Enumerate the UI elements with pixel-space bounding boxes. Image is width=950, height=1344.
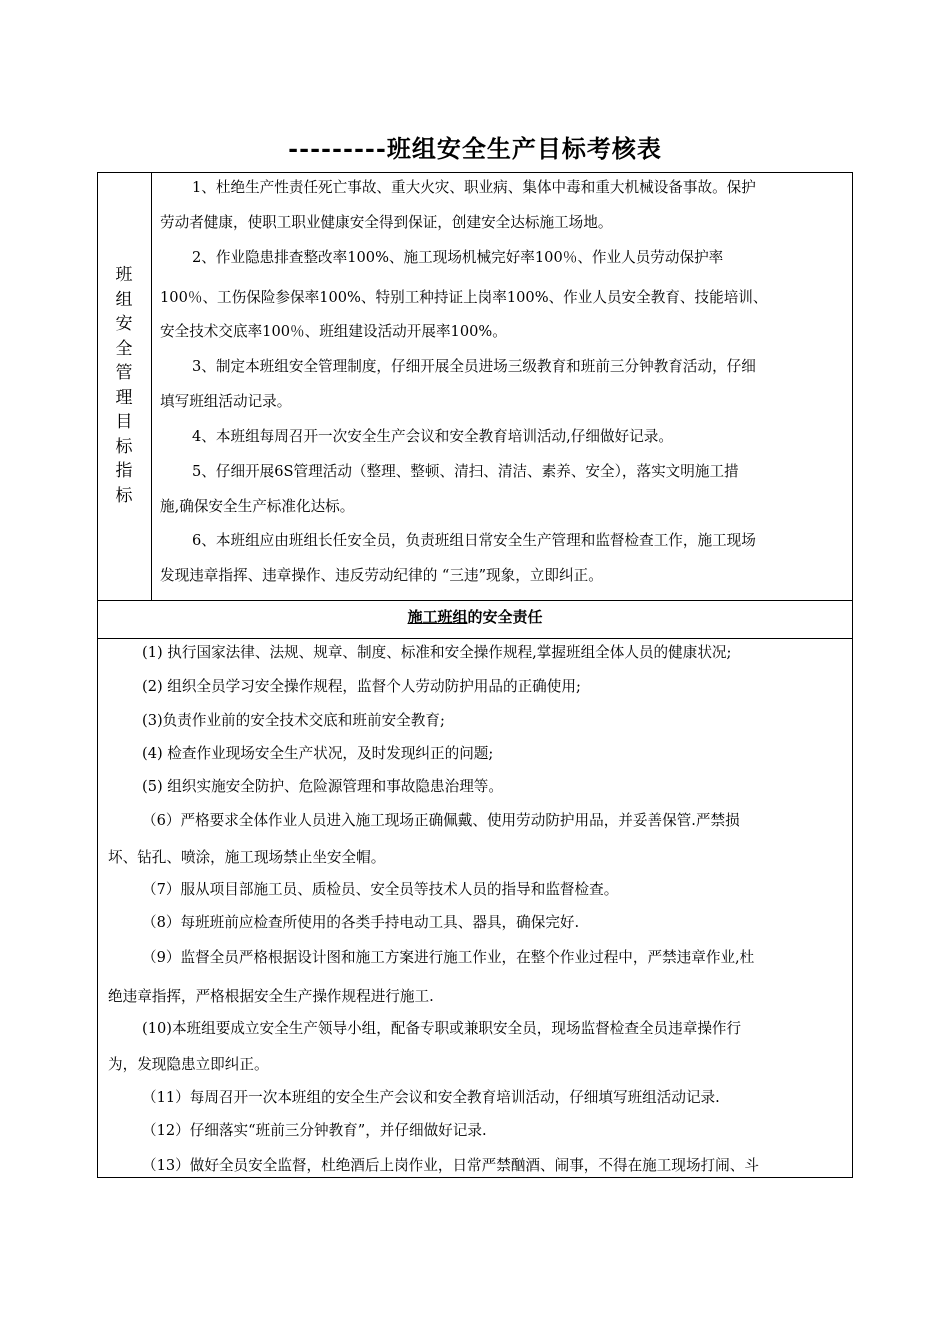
duty-line: (5) 组织实施安全防护、危险源管理和事故隐患治理等。: [142, 778, 503, 795]
goal-line: 6、本班组应由班组长任安全员，负责班组日常安全生产管理和监督检查工作，施工现场: [192, 532, 756, 549]
goal-line: 安全技术交底率100％、班组建设活动开展率100%。: [160, 323, 507, 340]
duty-line: （8）每班班前应检查所使用的各类手持电动工具、器具，确保完好.: [142, 914, 580, 931]
duty-line: (1) 执行国家法律、法规、规章、制度、标准和安全操作规程,掌握班组全体人员的健康状况;: [142, 644, 732, 661]
duty-line: (3)负责作业前的安全技术交底和班前安全教育;: [142, 712, 445, 729]
duty-line: 为，发现隐患立即纠正。: [108, 1056, 269, 1073]
goals-bottom-border: [97, 600, 853, 601]
duty-line: （7）服从项目部施工员、质检员、安全员等技术人员的指导和监督检查。: [142, 881, 619, 898]
goal-line: 100％、工伤保险参保率100%、特别工种持证上岗率100%、作业人员安全教育、技能培训、: [160, 289, 768, 306]
duty-line: （12）仔细落实“班前三分钟教育”，并仔细做好记录.: [142, 1122, 487, 1139]
duty-line: （11）每周召开一次本班组的安全生产会议和安全教育培训活动，仔细填写班组活动记录.: [142, 1089, 720, 1106]
duty-line: (4) 检查作业现场安全生产状况，及时发现纠正的问题;: [142, 745, 494, 762]
section-heading: [97, 607, 853, 627]
goal-line: 劳动者健康，使职工职业健康安全得到保证，创建安全达标施工场地。: [160, 214, 613, 231]
duty-line: 坏、钻孔、喷涂，施工现场禁止坐安全帽。: [108, 849, 386, 866]
duty-line: （6）严格要求全体作业人员进入施工现场正确佩戴、使用劳动防护用品，并妥善保管.严禁损: [142, 812, 740, 829]
duty-line: (10)本班组要成立安全生产领导小组，配备专职或兼职安全员，现场监督检查全员违章操作行: [142, 1020, 742, 1037]
duty-line: (2) 组织全员学习安全操作规程，监督个人劳动防护用品的正确使用;: [142, 678, 581, 695]
goal-line: 2、作业隐患排查整改率100%、施工现场机械完好率100％、作业人员劳动保护率: [192, 249, 724, 266]
duty-line: 绝违章指挥，严格根据安全生产操作规程进行施工.: [108, 988, 434, 1005]
duty-line: （9）监督全员严格根据设计图和施工方案进行施工作业，在整个作业过程中，严禁违章作业,杜: [142, 949, 755, 966]
goal-line: 5、仔细开展6S管理活动（整理、整顿、清扫、清洁、素养、安全），落实文明施工措: [192, 463, 739, 480]
section-heading-rest: 的安全责任: [467, 608, 543, 626]
side-label-char: 管: [115, 363, 133, 383]
goal-line: 施,确保安全生产标准化达标。: [160, 498, 355, 515]
side-label-char: 目: [115, 412, 133, 432]
goal-line: 发现违章指挥、违章操作、违反劳动纪律的 “三违”现象，立即纠正。: [160, 567, 603, 584]
table-top-border: [97, 172, 853, 173]
side-label-char: 标: [115, 436, 133, 457]
goal-line: 4、本班组每周召开一次安全生产会议和安全教育培训活动,仔细做好记录。: [192, 428, 673, 445]
side-label-char: 安: [115, 314, 133, 334]
page-title: ---------班组安全生产目标考核表: [288, 134, 662, 163]
label-column-divider: [151, 172, 152, 600]
side-label: [97, 263, 151, 508]
side-label-char: 标: [115, 485, 133, 506]
side-label-char: 组: [115, 289, 133, 310]
duty-line: （13）做好全员安全监督，杜绝酒后上岗作业，日常严禁酗酒、闹事，不得在施工现场打闹、斗: [142, 1157, 759, 1174]
side-label-char: 全: [115, 338, 133, 359]
side-label-char: 理: [115, 387, 133, 408]
section-head-bottom-border: [97, 638, 853, 639]
side-label-char: 班: [115, 265, 133, 285]
side-label-char: 指: [115, 461, 133, 481]
goal-line: 3、制定本班组安全管理制度，仔细开展全员进场三级教育和班前三分钟教育活动，仔细: [192, 358, 756, 375]
section-heading-underlined: 施工班组: [407, 608, 468, 626]
goal-line: 填写班组活动记录。: [160, 393, 292, 410]
goal-line: 1、杜绝生产性责任死亡事故、重大火灾、职业病、集体中毒和重大机械设备事故。保护: [192, 179, 756, 196]
